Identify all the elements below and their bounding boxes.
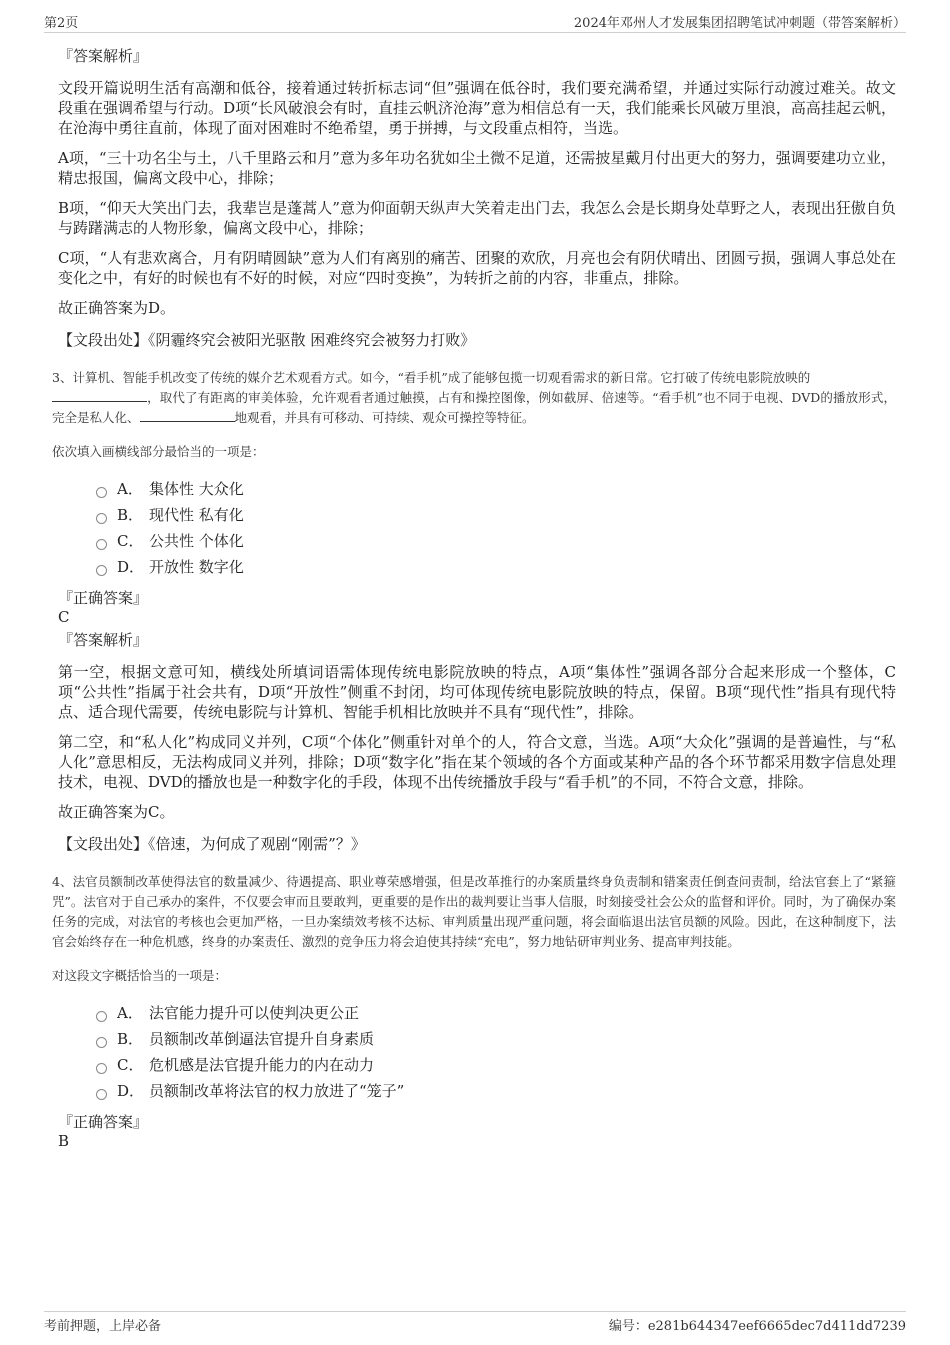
radio-icon[interactable] [96, 565, 107, 576]
q4-option-d[interactable]: D． 员额制改革将法官的权力放进了“笼子” [96, 1078, 896, 1104]
q2-analysis-para: A项，“三十功名尘与土，八千里路云和月”意为多年功名犹如尘土微不足道，还需披星戴月付出更大的努力，强调要建功立业，精忠报国，偏离文段中心，排除； [58, 149, 896, 187]
q3-stem [52, 368, 896, 428]
q4-option-c[interactable]: C． 危机感是法官提升能力的内在动力 [96, 1052, 896, 1078]
radio-icon[interactable] [96, 1037, 107, 1048]
radio-icon[interactable] [96, 487, 107, 498]
code-label: 编号： [608, 1319, 648, 1334]
document-code [609, 1315, 906, 1334]
q3-conclusion: 故正确答案为C。 [58, 803, 175, 821]
q4-stem: 4、法官员额制改革使得法官的数量减少、待遇提高、职业尊荣感增强，但是改革推行的办案质量终身负责制和错案责任倒查问责制，给法官套上了“紧箍咒”。法官对于自己承办的案件，不仅要会审而且要敢判，更重要的是作出的裁判要让当事人信服，时刻接受社会公众的监督和评价。同时，为了确保办案任务的完成，对法官的考核也会更加严格，一旦办案绩效考核不达标、审判质量出现严重问题，将会面临退出法官员额的风险。因此，在这种制度下，法官会始终存在一种危机感，终身的办案责任、激烈的竞争压力将会迫使其持续“充电”，努力地钻研审判业务、提高审判技能。 [52, 874, 896, 949]
radio-icon[interactable] [96, 1089, 107, 1100]
radio-icon[interactable] [96, 1011, 107, 1022]
page-footer [44, 1311, 906, 1337]
page-number: 第2页 [44, 16, 79, 31]
q4-option-b[interactable]: B． 员额制改革倒逼法官提升自身素质 [96, 1026, 896, 1052]
q3-correct-label: 『正确答案』 [58, 589, 149, 607]
q3-option-a[interactable]: A． 集体性 大众化 [96, 476, 896, 502]
q3-correct-answer: C [58, 608, 70, 626]
q3-stem-part2: ，取代了有距离的审美体验，允许观看者通过触摸，占有和操控图像，例如截屏、倍速等。“看手机”也不同于电视、DVD的播放形式，完全是私人化、 [52, 390, 896, 425]
fill-blank-1 [52, 388, 147, 402]
q4-correct-answer: B [58, 1132, 70, 1150]
q3-option-b[interactable]: B． 现代性 私有化 [96, 502, 896, 528]
document-content [52, 38, 896, 1150]
q3-analysis-label: 『答案解析』 [58, 631, 149, 649]
page-header [44, 12, 906, 33]
q3-options [96, 476, 896, 580]
q3-stem-part3: 地观看，并具有可移动、可持续、观众可操控等特征。 [234, 410, 535, 425]
code-value: e281b644347eef6665dec7d411dd7239 [647, 1319, 906, 1334]
q2-analysis-para: 文段开篇说明生活有高潮和低谷，接着通过转折标志词“但”强调在低谷时，我们要充满希望，并通过实际行动渡过难关。故文段重在强调希望与行动。D项“长风破浪会有时，直挂云帆济沧海”意为相信总有一天，我们能乘长风破万里浪，高高挂起云帆，在沧海中勇往直前，体现了面对困难时不绝希望，勇于拼搏，与文段重点相符，当选。 [58, 79, 896, 137]
q2-analysis-label: 『答案解析』 [58, 47, 149, 65]
radio-icon[interactable] [96, 539, 107, 550]
footer-slogan: 考前押题，上岸必备 [44, 1319, 162, 1334]
q2-analysis-para: B项，“仰天大笑出门去，我辈岂是蓬蒿人”意为仰面朝天纵声大笑着走出门去，我怎么会是长期身处草野之人，表现出狂傲自负与踌躇满志的人物形象，偏离文段中心，排除； [58, 199, 896, 237]
q2-analysis-para: C项，“人有悲欢离合，月有阴晴圆缺”意为人们有离别的痛苦、团聚的欢欣，月亮也会有阴伏晴出、团圆亏损，强调人事总处在变化之中，有好的时候也有不好的时候，对应“四时变换”，为转折之前的内容，非重点，排除。 [58, 249, 896, 287]
radio-icon[interactable] [96, 513, 107, 524]
radio-icon[interactable] [96, 1063, 107, 1074]
q4-option-a[interactable]: A． 法官能力提升可以使判决更公正 [96, 1000, 896, 1026]
q4-correct-label: 『正确答案』 [58, 1113, 149, 1131]
fill-blank-2 [140, 408, 235, 422]
q3-prompt: 依次填入画横线部分最恰当的一项是： [52, 444, 265, 459]
q3-option-c[interactable]: C． 公共性 个体化 [96, 528, 896, 554]
q4-prompt: 对这段文字概括恰当的一项是： [52, 968, 228, 983]
q3-analysis-para: 第一空，根据文意可知，横线处所填词语需体现传统电影院放映的特点，A项“集体性”强调各部分合起来形成一个整体，C项“公共性”指属于社会共有，D项“开放性”侧重不封闭，均可体现传统电影院放映的特点，保留。B项“现代性”指具有现代特点、适合现代需要，传统电影院与计算机、智能手机相比放映并不具有“现代性”，排除。 [58, 663, 896, 721]
q3-source: 【文段出处】《倍速，为何成了观剧“刚需”？》 [58, 835, 366, 853]
q2-conclusion: 故正确答案为D。 [58, 299, 176, 317]
q3-analysis-para: 第二空，和“私人化”构成同义并列，C项“个体化”侧重针对单个的人，符合文意，当选。A项“大众化”强调的是普遍性，与“私人化”意思相反，无法构成同义并列，排除；D项“数字化”指在某个领域的各个方面或某种产品的各个环节都采用数字信息处理技术，电视、DVD的播放也是一种数字化的手段，体现不出传统播放手段与“看手机”的不同，不符合文意，排除。 [58, 733, 896, 791]
q3-option-d[interactable]: D． 开放性 数字化 [96, 554, 896, 580]
q4-options [96, 1000, 896, 1104]
q3-stem-part1: 3、计算机、智能手机改变了传统的媒介艺术观看方式。如今，“看手机”成了能够包揽一切观看需求的新日常。它打破了传统电影院放映的 [52, 370, 811, 385]
q2-source: 【文段出处】《阴霾终究会被阳光驱散 困难终究会被努力打败》 [58, 331, 476, 349]
document-title: 2024年邓州人才发展集团招聘笔试冲刺题（带答案解析） [573, 16, 906, 31]
